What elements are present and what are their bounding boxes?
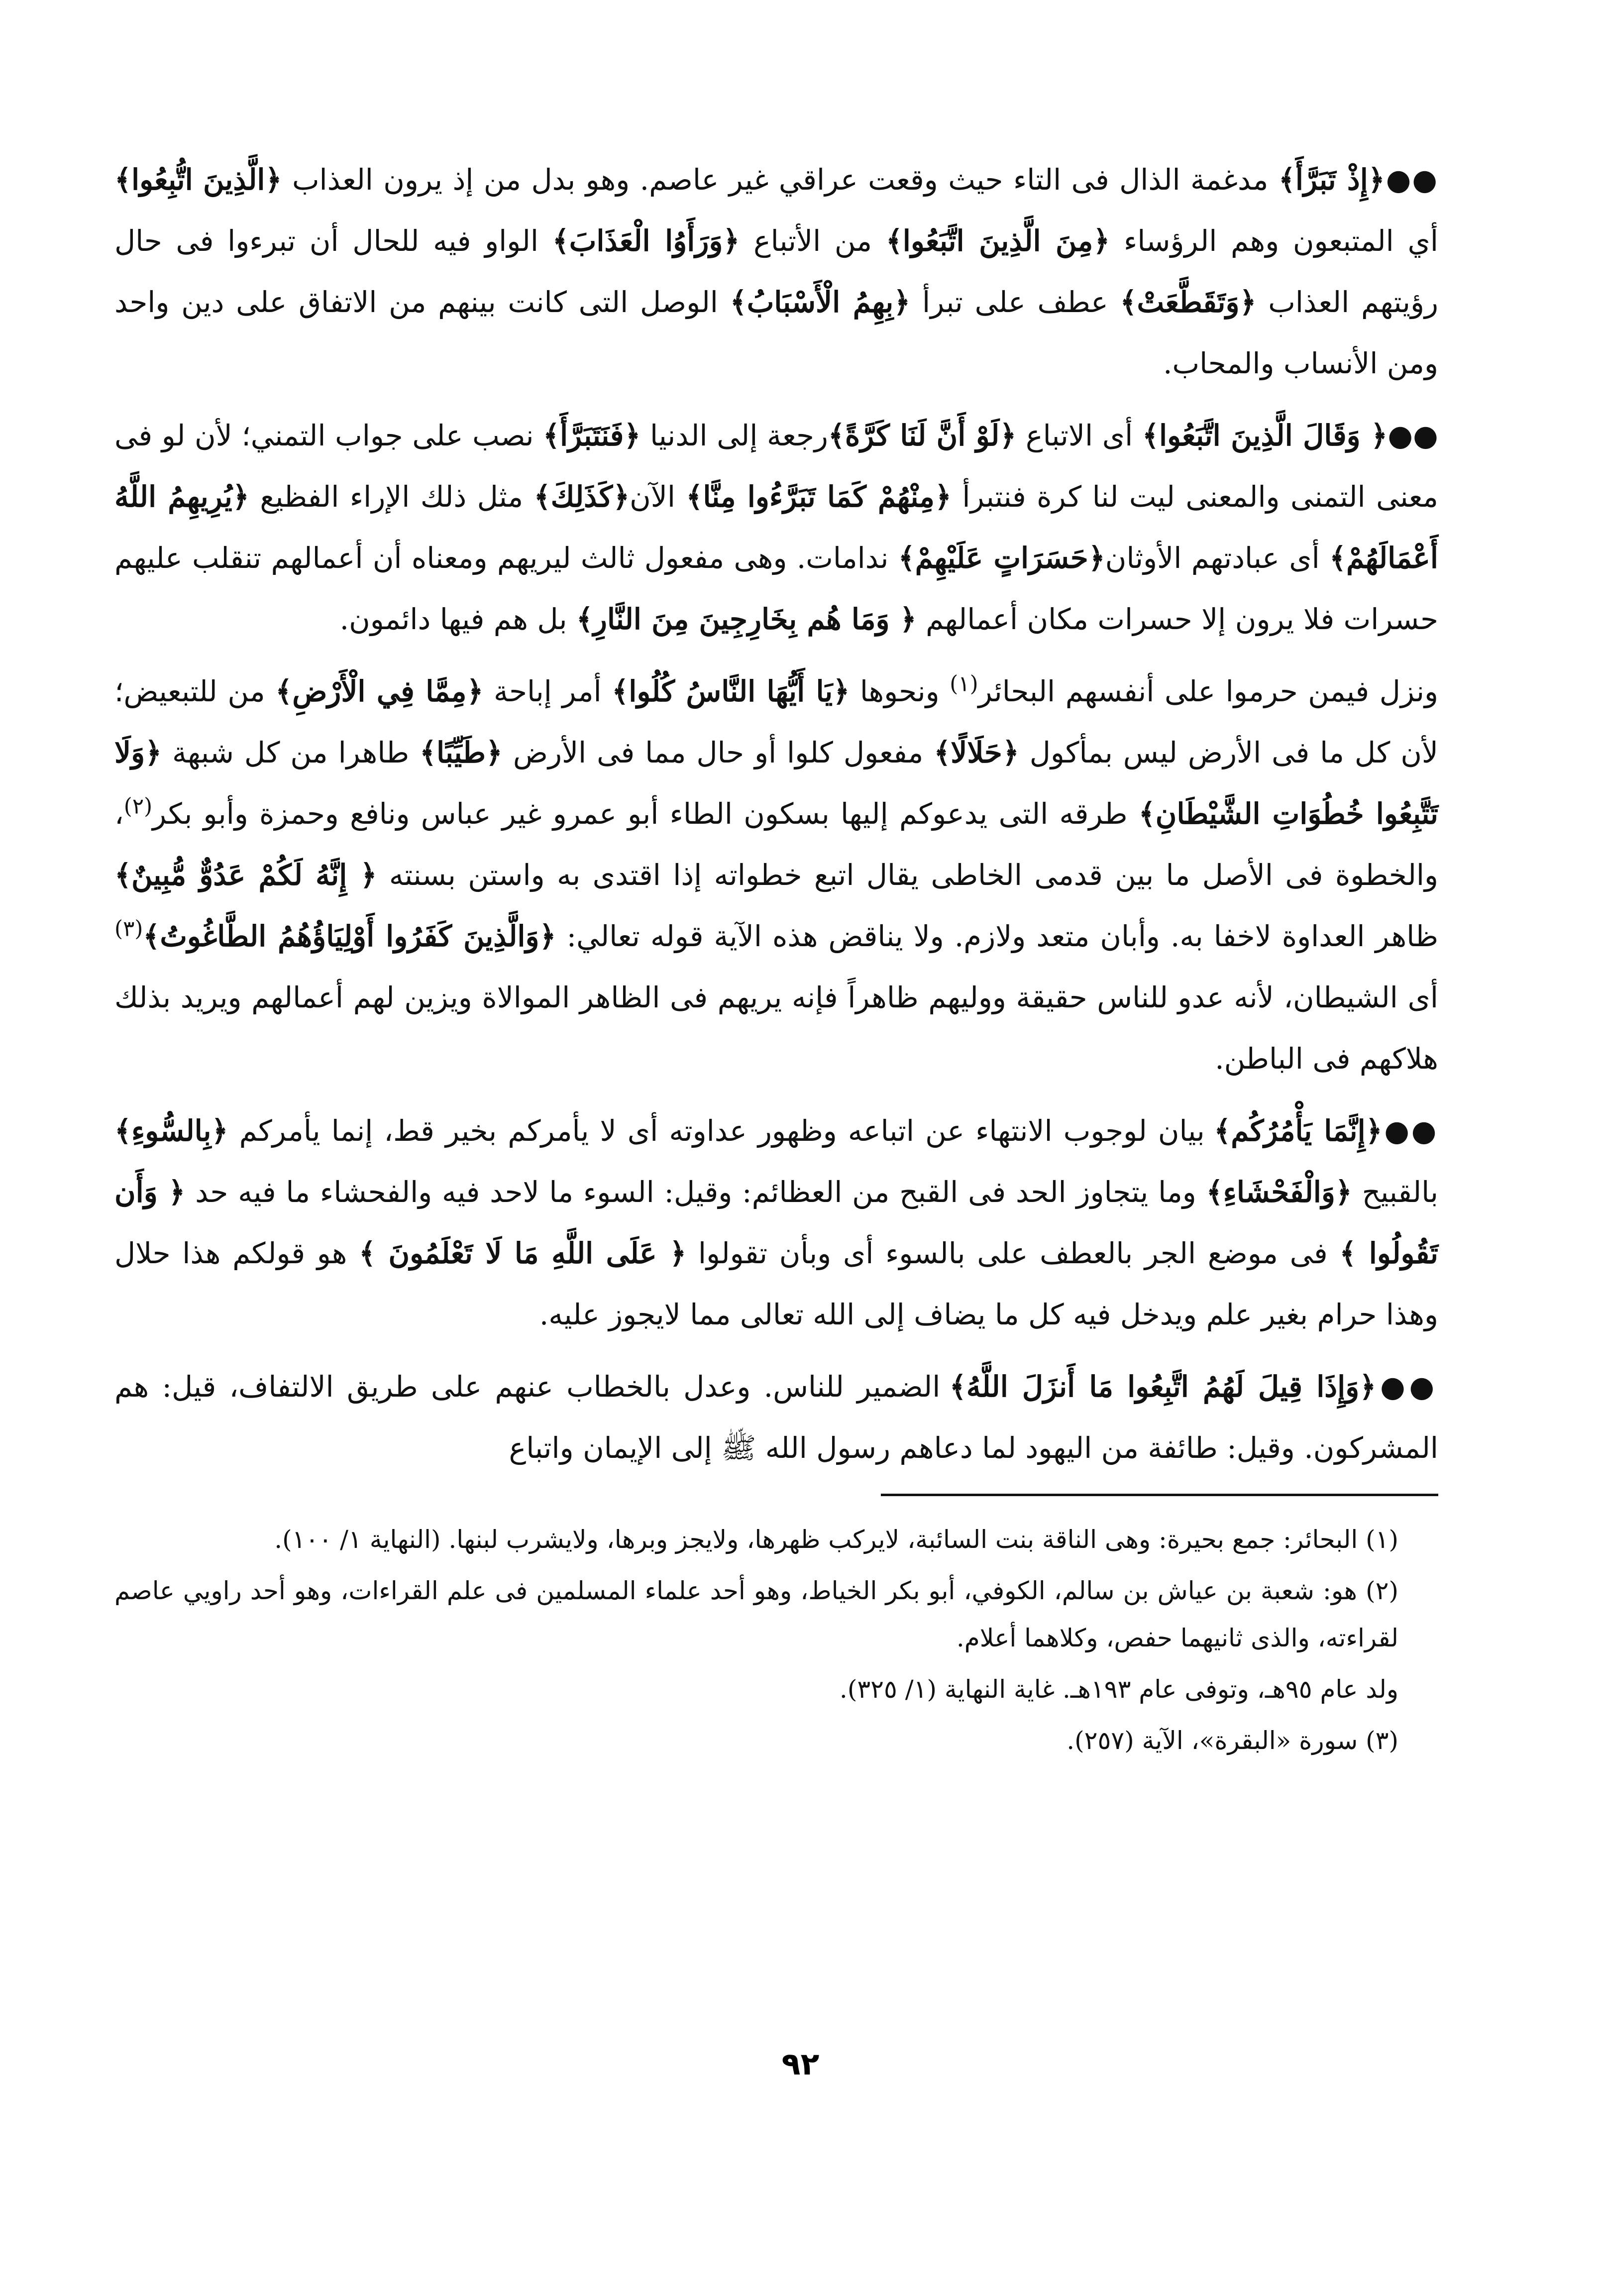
text-run: طرقه التى يدعوكم إليها بسكون الطاء أبو عمرو غير عباس ونافع وحمزة وأبو بكر (152, 797, 1139, 831)
footnote-divider (881, 1494, 1438, 1496)
text-run: الواو فيه للحال أن تبرءوا فى حال رؤيتهم العذاب (114, 224, 1438, 319)
text-run: عطف على تبرأ (910, 285, 1120, 319)
quran-quote: ﴿وَلَا تَتَّبِعُوا خُطُوَاتِ الشَّيْطَانِ﴾ (114, 736, 1438, 831)
text-run: مثل ذلك الإراء الفظيع (249, 480, 534, 514)
footnote-3: (٣) سورة «البقرة»، الآية (٢٥٧). (1067, 1726, 1398, 1755)
text-run: أمر إباحة (483, 674, 612, 708)
paragraph (114, 661, 1438, 1090)
book-page (114, 149, 1438, 2265)
quran-quote: ﴿طَيِّبًا﴾ (420, 736, 503, 769)
quran-quote: ﴿حَلَالًا﴾ (934, 736, 1019, 769)
text-run: هو قولكم هذا حلال وهذا حرام بغير علم ويدخل فيه كل ما يضاف إلى الله تعالى مما لايجوز عليه. (114, 1236, 1438, 1331)
footnote-ref: (٣) (114, 916, 143, 942)
text-run: بالقبيح (1352, 1175, 1438, 1209)
quran-quote: ﴿بِهِمُ الْأَسْبَابُ﴾ (730, 285, 911, 319)
footnote-2-continuation: ولد عام ٩٥هـ، وتوفى عام ١٩٣هـ. غاية النهاية (١/ ٣٢٥). (839, 1675, 1398, 1704)
text-run: ونزل فيمن حرموا على أنفسهم البحائر (978, 674, 1439, 708)
text-run: الوصل التى كانت بينهم من الاتفاق على دين واحد ومن الأنساب والمحاب. (114, 285, 1438, 380)
quran-quote: ﴿ إِنَّهُ لَكُمْ عَدُوٌّ مُّبِينٌ﴾ (114, 858, 377, 892)
quran-quote: ﴿يُرِيهِمُ اللَّهُ أَعْمَالَهُمْ﴾ (114, 480, 1438, 575)
text-run: وما يتجاوز الحد فى القبح من العظائم: وقيل: السوء ما لاحد فيه والفحشاء ما فيه حد (185, 1175, 1206, 1209)
text-run: بل هم فيها دائمون. (339, 602, 576, 636)
text-run: من الأتباع (740, 224, 886, 258)
text-run: أي المتبعون وهم الرؤساء (1110, 224, 1438, 258)
quran-quote: ●●﴿إِنَّمَا يَأْمُرُكُم﴾ (1214, 1114, 1438, 1148)
page-number: ٩٢ (781, 2046, 820, 2082)
quran-quote: ﴿وَالْفَحْشَاءِ﴾ (1206, 1175, 1352, 1209)
footnote-1: (١) البحائر: جمع بحيرة: وهى الناقة بنت السائبة، لايركب ظهرها، ولايجز وبرها، ولايشرب لبنها. (النهاية ١/ ١٠٠). (274, 1525, 1398, 1554)
text-run: ندامات. وهى مفعول ثالث ليريهم ومعناه أن أعمالهم تنقلب عليهم حسرات فلا يرون إلا حسرات مكان أعمالهم (114, 541, 1438, 636)
text-run: أى الشيطان، لأنه عدو للناس حقيقة ووليهم ظاهراً فإنه يريهم فى الظاهر الموالاة ويزين لهم أعمالهم ويريد بذلك هلاكهم فى الباطن. (114, 981, 1438, 1076)
text-run: مفعول كلوا أو حال مما فى الأرض (502, 736, 934, 769)
text-run: رجعة إلى الدنيا (640, 419, 828, 452)
paragraph (114, 1100, 1438, 1345)
quran-quote: ﴿وَالَّذِينَ كَفَرُوا أَوْلِيَاؤُهُمُ الطَّاغُوتُ﴾ (143, 919, 556, 953)
quran-quote: ﴿مِنَ الَّذِينَ اتَّبَعُوا﴾ (885, 224, 1110, 258)
quran-quote: ●●﴿وَإِذَا قِيلَ لَهُمُ اتَّبِعُوا مَا أَنزَلَ اللَّهُ﴾ (949, 1370, 1439, 1404)
quran-quote: ﴿فَنَتَبَرَّأَ﴾ (542, 419, 641, 452)
quran-quote: ﴿حَسَرَاتٍ عَلَيْهِمْ﴾ (898, 541, 1105, 575)
text-run: مدغمة الذال فى التاء حيث وقعت عراقي غير عاصم. وهو بدل من إذ يرون العذاب (282, 163, 1279, 197)
paragraph (114, 405, 1438, 650)
footnote-2: (٢) هو: شعبة بن عياش بن سالم، الكوفي، أبو بكر الخياط، وهو أحد علماء المسلمين فى علم القراءات، وهو أحد راويي عاصم لقراءته، والذى ثانيهما حفص، وكلاهما أعلام. (114, 1576, 1398, 1652)
text-run: الضمير للناس. وعدل بالخطاب عنهم على طريق الالتفاف، قيل: هم المشركون. وقيل: طائفة من اليهود لما دعاهم رسول الله ﷺ إلى الإيمان واتباع (114, 1370, 1438, 1465)
footnote-ref: (٢) (123, 794, 153, 819)
quran-quote: ●●﴿ وَقَالَ الَّذِينَ اتَّبَعُوا﴾ (1142, 419, 1438, 452)
quran-quote: ﴿مِمَّا فِي الْأَرْضِ﴾ (275, 674, 484, 708)
text-run: الآن (630, 480, 686, 514)
quran-quote: ●●﴿إِذْ تَبَرَّأَ﴾ (1278, 163, 1438, 197)
text-run: أى الاتباع (1016, 419, 1142, 452)
text-run: نصب على جواب التمني؛ لأن لو فى معنى التمنى والمعنى ليت لنا كرة فنتبرأ (114, 419, 1438, 514)
footnote-ref: (١) (950, 671, 978, 697)
quran-quote: ﴿بِالسُّوءِ﴾ (114, 1114, 228, 1148)
quran-quote: ﴿ عَلَى اللَّهِ مَا لَا تَعْلَمُونَ ﴾ (359, 1236, 687, 1270)
footnotes (114, 1516, 1438, 1764)
text-run: ونحوها (850, 674, 950, 708)
quran-quote: ﴿مِنْهُمْ كَمَا تَبَرَّءُوا مِنَّا﴾ (686, 480, 952, 514)
quran-quote: ﴿لَوْ أَنَّ لَنَا كَرَّةً﴾ (828, 419, 1017, 452)
text-run: ظاهر العداوة لاخفا به. وأبان متعد ولازم. ولا يناقض هذه الآية قوله تعالي: (556, 919, 1438, 953)
text-run: فى موضع الجر بالعطف على بالسوء أى وبأن تقولوا (686, 1236, 1340, 1270)
quran-quote: ﴿كَذَلِكَ﴾ (534, 480, 630, 514)
quran-quote: ﴿يَا أَيُّهَا النَّاسُ كُلُوا﴾ (612, 674, 850, 708)
quran-quote: ﴿ وَأَن تَقُولُوا ﴾ (114, 1175, 1439, 1270)
paragraph (114, 1356, 1438, 1479)
main-text (114, 149, 1438, 1479)
text-run: طاهرا من كل شبهة (162, 736, 420, 769)
paragraph (114, 149, 1438, 394)
quran-quote: ﴿الَّذِينَ اتُّبِعُوا﴾ (114, 163, 282, 197)
text-run: بيان لوجوب الانتهاء عن اتباعه وظهور عداوته أى لا يأمركم بخير قط، إنما يأمركم (228, 1114, 1214, 1148)
text-run: ، والخطوة فى الأصل ما بين قدمى الخاطى يقال اتبع خطواته إذا اقتدى به واستن بسنته (114, 797, 1438, 892)
text-run: أى عبادتهم الأوثان (1105, 541, 1330, 575)
quran-quote: ﴿ وَمَا هُم بِخَارِجِينَ مِنَ النَّارِ﴾ (576, 602, 917, 636)
text-run: من للتبعيض؛ لأن كل ما فى الأرض ليس بمأكول (114, 674, 1439, 769)
quran-quote: ﴿وَتَقَطَّعَتْ﴾ (1120, 285, 1257, 319)
quran-quote: ﴿وَرَأَوُا الْعَذَابَ﴾ (552, 224, 740, 258)
